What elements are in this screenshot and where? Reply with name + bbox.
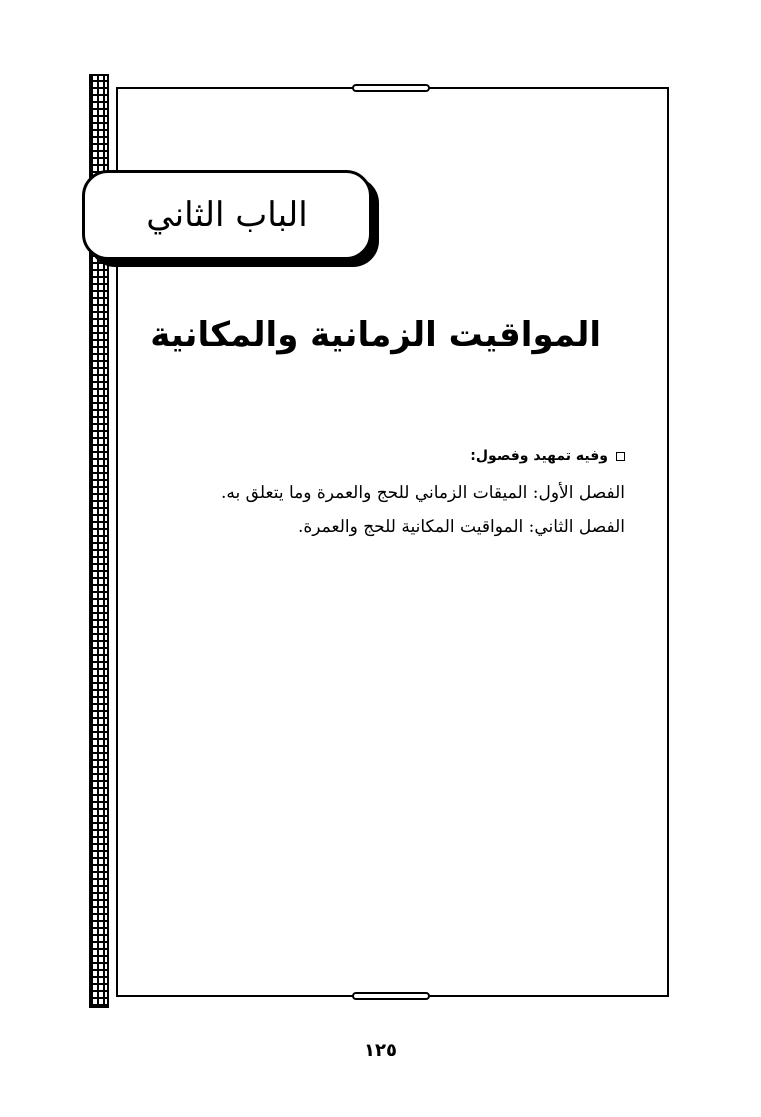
chapter-item-2: الفصل الثاني: المواقيت المكانية للحج والعمرة. bbox=[297, 517, 625, 537]
chapter-label: الباب الثاني bbox=[146, 195, 308, 235]
square-bullet-icon bbox=[616, 452, 625, 461]
chapter-item-1: الفصل الأول: الميقات الزماني للحج والعمرة وما يتعلق به. bbox=[221, 483, 625, 503]
frame-top-tab bbox=[352, 84, 430, 92]
page-title: المواقيت الزمانية والمكانية bbox=[150, 315, 601, 355]
intro-line bbox=[150, 448, 625, 464]
page-number: ١٢٥ bbox=[364, 1040, 397, 1061]
intro-text: وفيه تمهيد وفصول: bbox=[470, 448, 608, 464]
chapter-contents bbox=[150, 448, 625, 544]
frame-bottom-tab bbox=[352, 992, 430, 1000]
chapter-label-box bbox=[82, 170, 372, 260]
